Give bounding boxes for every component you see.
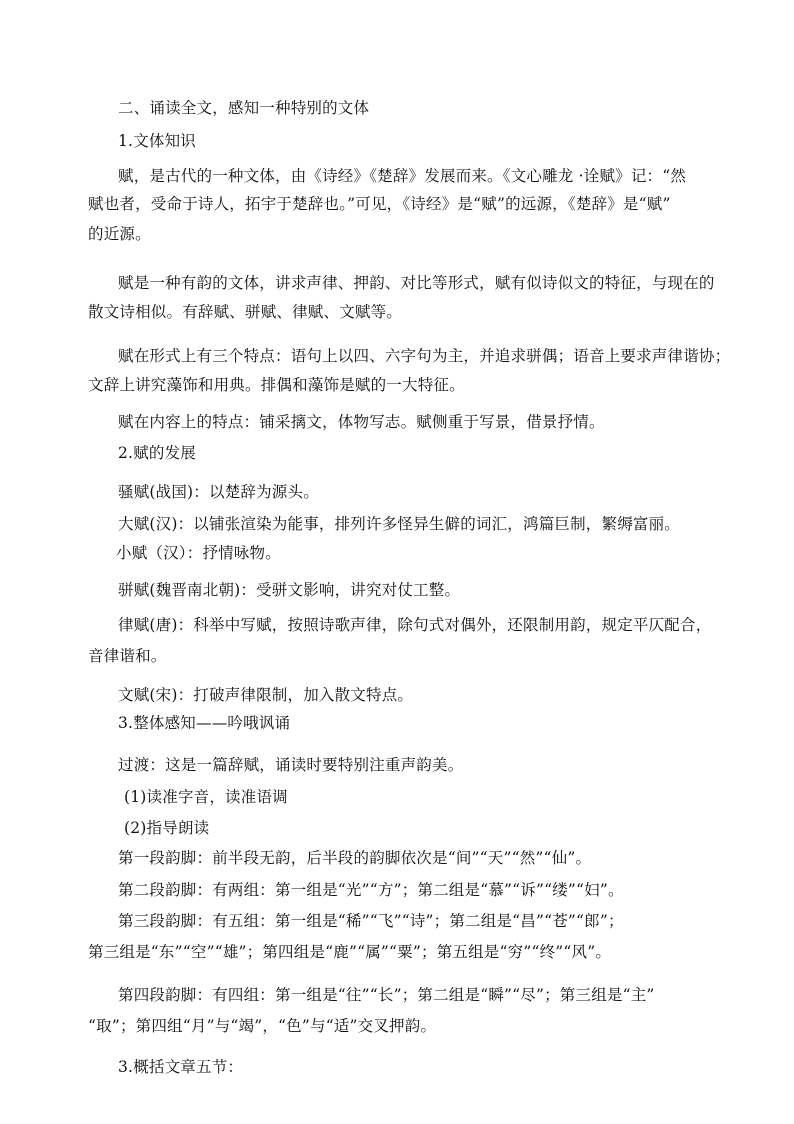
list-item: 文赋(宋)：打破声律限制，加入散文特点。 (118, 686, 414, 704)
paragraph-line: 过渡：这是一篇辞赋，诵读时要特别注重声韵美。 (118, 756, 464, 774)
paragraph-line: 赋是一种有韵的文体，讲求声律、押韵、对比等形式，赋有似诗似文的特征，与现在的 (118, 274, 715, 292)
subsection-title: 3.概括文章五节： (118, 1058, 244, 1076)
list-item: 大赋(汉)：以铺张渲染为能事，排列许多怪异生僻的词汇，鸿篇巨制，繁缛富丽。 (118, 515, 680, 533)
list-item: 音律谐和。 (88, 647, 167, 665)
paragraph-line: 赋，是古代的一种文体，由《诗经》《楚辞》发展而来。《文心雕龙 ·诠赋》记：“然 (118, 167, 687, 185)
list-item: 小赋（汉）：抒情咏物。 (116, 544, 281, 562)
paragraph-line: 散文诗相似。有辞赋、骈赋、律赋、文赋等。 (88, 303, 403, 321)
paragraph-line: “取”；第四组“月”与“竭”，“色”与“适”交叉押韵。 (88, 1017, 437, 1035)
paragraph-line: 第二段韵脚：有两组：第一组是“光”“方”；第二组是“慕”“诉”“缕”“妇”。 (118, 881, 624, 899)
list-item: (1)读准字音，读准语调 (124, 788, 288, 806)
subsection-title: 1.文体知识 (118, 132, 196, 150)
paragraph-line: 的近源。 (88, 225, 151, 243)
paragraph-line: 第四段韵脚：有四组：第一组是“往”“长”；第二组是“瞬”“尽”；第三组是“主” (118, 986, 655, 1004)
paragraph-line: 赋在形式上有三个特点：语句上以四、六字句为主，并追求骈偶；语音上要求声律谐协； (118, 347, 731, 365)
paragraph-line: 第三段韵脚：有五组：第一组是“稀”“飞”“诗”；第二组是“昌”“苍”“郎”； (118, 912, 624, 930)
paragraph-line: 文辞上讲究藻饰和用典。排偶和藻饰是赋的一大特征。 (88, 376, 465, 394)
list-item: 律赋(唐)：科举中写赋，按照诗歌声律，除句式对偶外，还限制用韵，规定平仄配合， (118, 616, 712, 634)
list-item: (2)指导朗读 (124, 819, 210, 837)
paragraph-line: 第三组是“东”“空”“雄”；第四组是“鹿”“属”“粟”；第五组是“穷”“终”“风”。 (88, 943, 612, 961)
subsection-title: 2.赋的发展 (118, 444, 196, 462)
list-item: 骈赋(魏晋南北朝)：受骈文影响，讲究对仗工整。 (118, 581, 461, 599)
paragraph-line: 赋在内容上的特点：铺采摛文，体物写志。赋侧重于写景，借景抒情。 (118, 413, 605, 431)
section-heading: 二、诵读全文，感知一种特别的文体 (118, 99, 370, 117)
list-item: 骚赋(战国)：以楚辞为源头。 (118, 483, 319, 501)
subsection-title: 3.整体感知——吟哦讽诵 (118, 714, 291, 732)
paragraph-line: 赋也者，受命于诗人，拓宇于楚辞也。”可见，《诗经》是“赋”的远源，《楚辞》是“赋” (88, 195, 671, 213)
paragraph-line: 第一段韵脚：前半段无韵，后半段的韵脚依次是“间”“天”“然”“仙”。 (118, 849, 592, 867)
